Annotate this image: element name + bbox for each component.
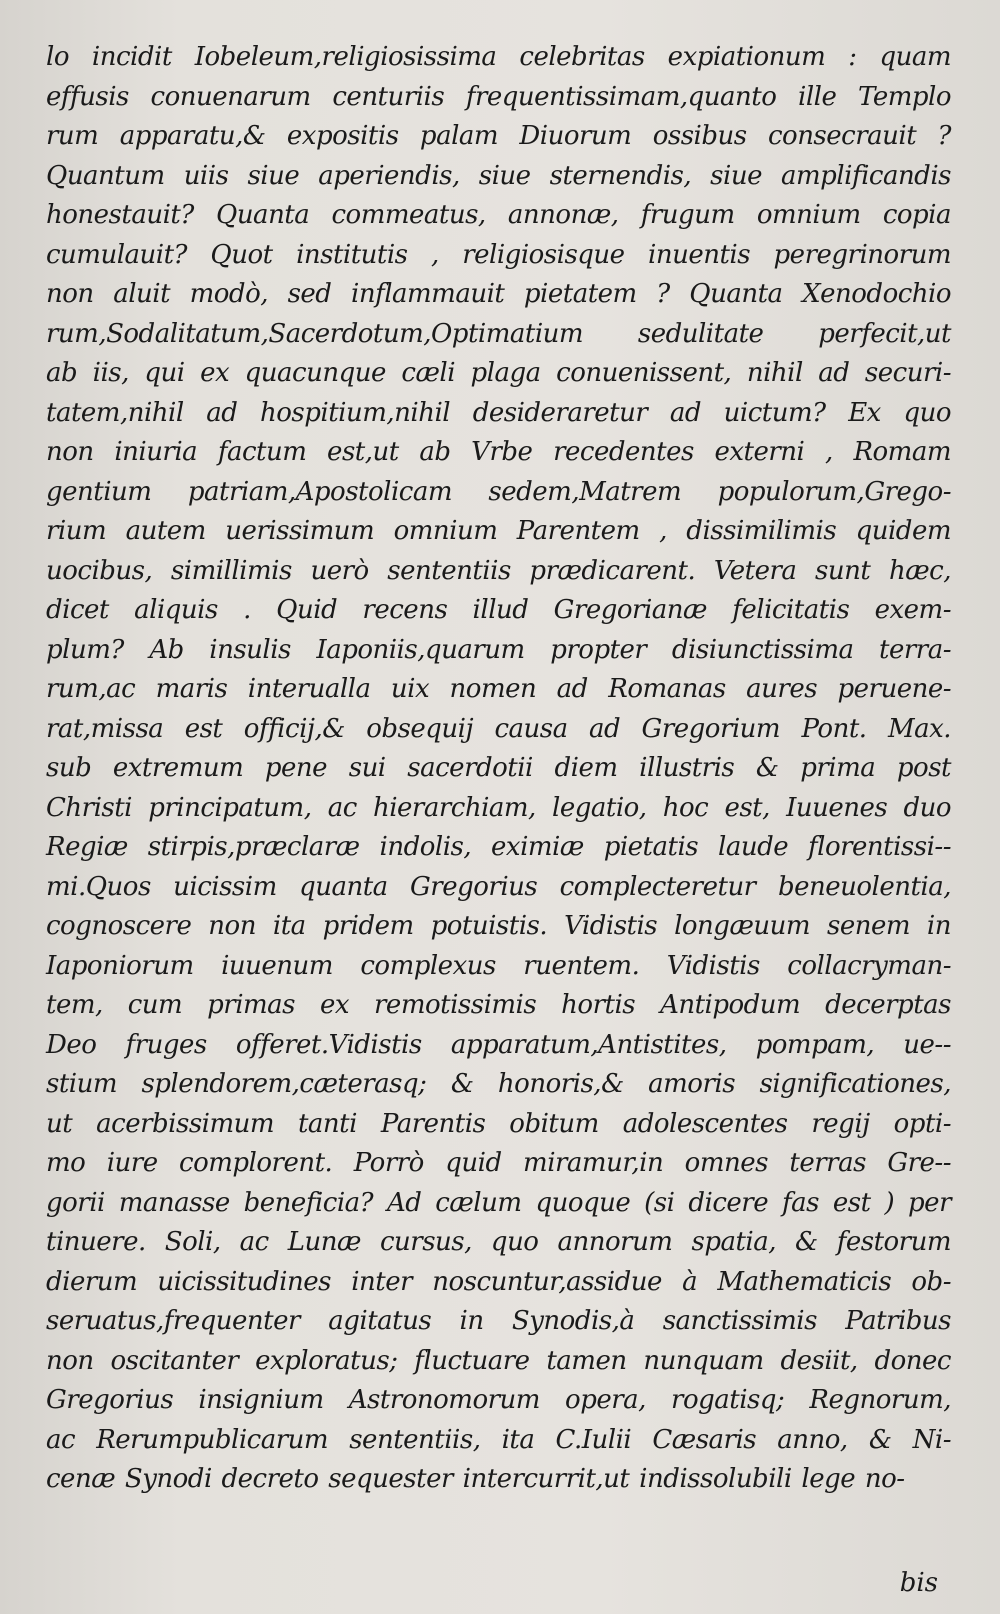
catchword: bis	[899, 1568, 938, 1598]
text-line: cenæ Synodi decreto sequester intercurrit,ut indissolubili lege no-	[46, 1464, 905, 1494]
text-line: rum,ac maris interualla uix nomen ad Romanas aures peruene-	[46, 674, 951, 704]
text-line: seruatus,frequenter agitatus in Synodis,à sanctissimis Patribus	[46, 1306, 951, 1336]
text-line: rat,missa est officij,& obsequij causa ad Gregorium Pont. Max.	[46, 713, 951, 744]
text-line: plum? Ab insulis Iaponiis,quarum propter disiunctissima terra-	[46, 634, 951, 665]
text-line: mo iure complorent. Porrò quid miramur,in omnes terras Gre--	[46, 1148, 951, 1178]
text-line: stium splendorem,cæterasq; & honoris,& amoris significationes,	[46, 1069, 951, 1099]
text-line: ac Rerumpublicarum sententiis, ita C.Iulii Cæsaris anno, & Ni-	[46, 1424, 951, 1455]
text-line: non aluit modò, sed inflammauit pietatem ? Quanta Xenodochio	[46, 279, 951, 309]
text-line: non iniuria factum est,ut ab Vrbe recedentes externi , Romam	[46, 437, 951, 467]
text-line: gentium patriam,Apostolicam sedem,Matrem populorum,Grego-	[46, 476, 951, 507]
body-text	[46, 38, 951, 1500]
text-line: honestauit? Quanta commeatus, annonæ, frugum omnium copia	[46, 200, 951, 230]
text-line: tinuere. Soli, ac Lunæ cursus, quo annorum spatia, & festorum	[46, 1227, 951, 1257]
text-line: cognoscere non ita pridem potuistis. Vidistis longæuum senem in	[46, 911, 951, 941]
text-line: rum,Sodalitatum,Sacerdotum,Optimatium sedulitate perfecit,ut	[46, 318, 951, 349]
text-line: cumulauit? Quot institutis , religiosisque inuentis peregrinorum	[46, 239, 951, 270]
text-line: ab iis, qui ex quacunque cæli plaga conuenissent, nihil ad securi-	[46, 358, 951, 388]
text-line: gorii manasse beneficia? Ad cælum quoque (si dicere fas est ) per	[46, 1187, 951, 1218]
text-line: Gregorius insignium Astronomorum opera, rogatisq; Regnorum,	[46, 1385, 951, 1415]
text-line: effusis conuenarum centuriis frequentissimam,quanto ille Templo	[46, 81, 951, 112]
text-line: ut acerbissimum tanti Parentis obitum adolescentes regij opti-	[46, 1108, 951, 1139]
text-line: sub extremum pene sui sacerdotii diem illustris & prima post	[46, 753, 951, 783]
text-line: Regiæ stirpis,præclaræ indolis, eximiæ pietatis laude florentissi--	[46, 832, 951, 862]
text-line: dierum uicissitudines inter noscuntur,assidue à Mathematicis ob-	[46, 1266, 951, 1297]
text-line: Deo fruges offeret.Vidistis apparatum,Antistites, pompam, ue--	[46, 1029, 951, 1060]
text-line: Iaponiorum iuuenum complexus ruentem. Vidistis collacryman-	[46, 950, 951, 981]
text-line: tem, cum primas ex remotissimis hortis Antipodum decerptas	[46, 990, 951, 1020]
text-line: uocibus, simillimis uerò sententiis prædicarent. Vetera sunt hæc,	[46, 555, 951, 586]
text-line: mi.Quos uicissim quanta Gregorius complecteretur beneuolentia,	[46, 871, 951, 902]
text-line: Christi principatum, ac hierarchiam, legatio, hoc est, Iuuenes duo	[46, 792, 951, 823]
text-line: non oscitanter exploratus; fluctuare tamen nunquam desiit, donec	[46, 1345, 951, 1376]
text-line: tatem,nihil ad hospitium,nihil desideraretur ad uictum? Ex quo	[46, 397, 951, 428]
text-line: rum apparatu,& expositis palam Diuorum ossibus consecrauit ?	[46, 121, 951, 151]
text-line: lo incidit Iobeleum,religiosissima celebritas expiationum : quam	[46, 42, 951, 72]
text-line: rium autem uerissimum omnium Parentem , dissimilimis quidem	[46, 516, 951, 546]
text-line: dicet aliquis . Quid recens illud Gregorianæ felicitatis exem-	[46, 595, 951, 625]
text-line: Quantum uiis siue aperiendis, siue sternendis, siue amplificandis	[46, 160, 951, 191]
